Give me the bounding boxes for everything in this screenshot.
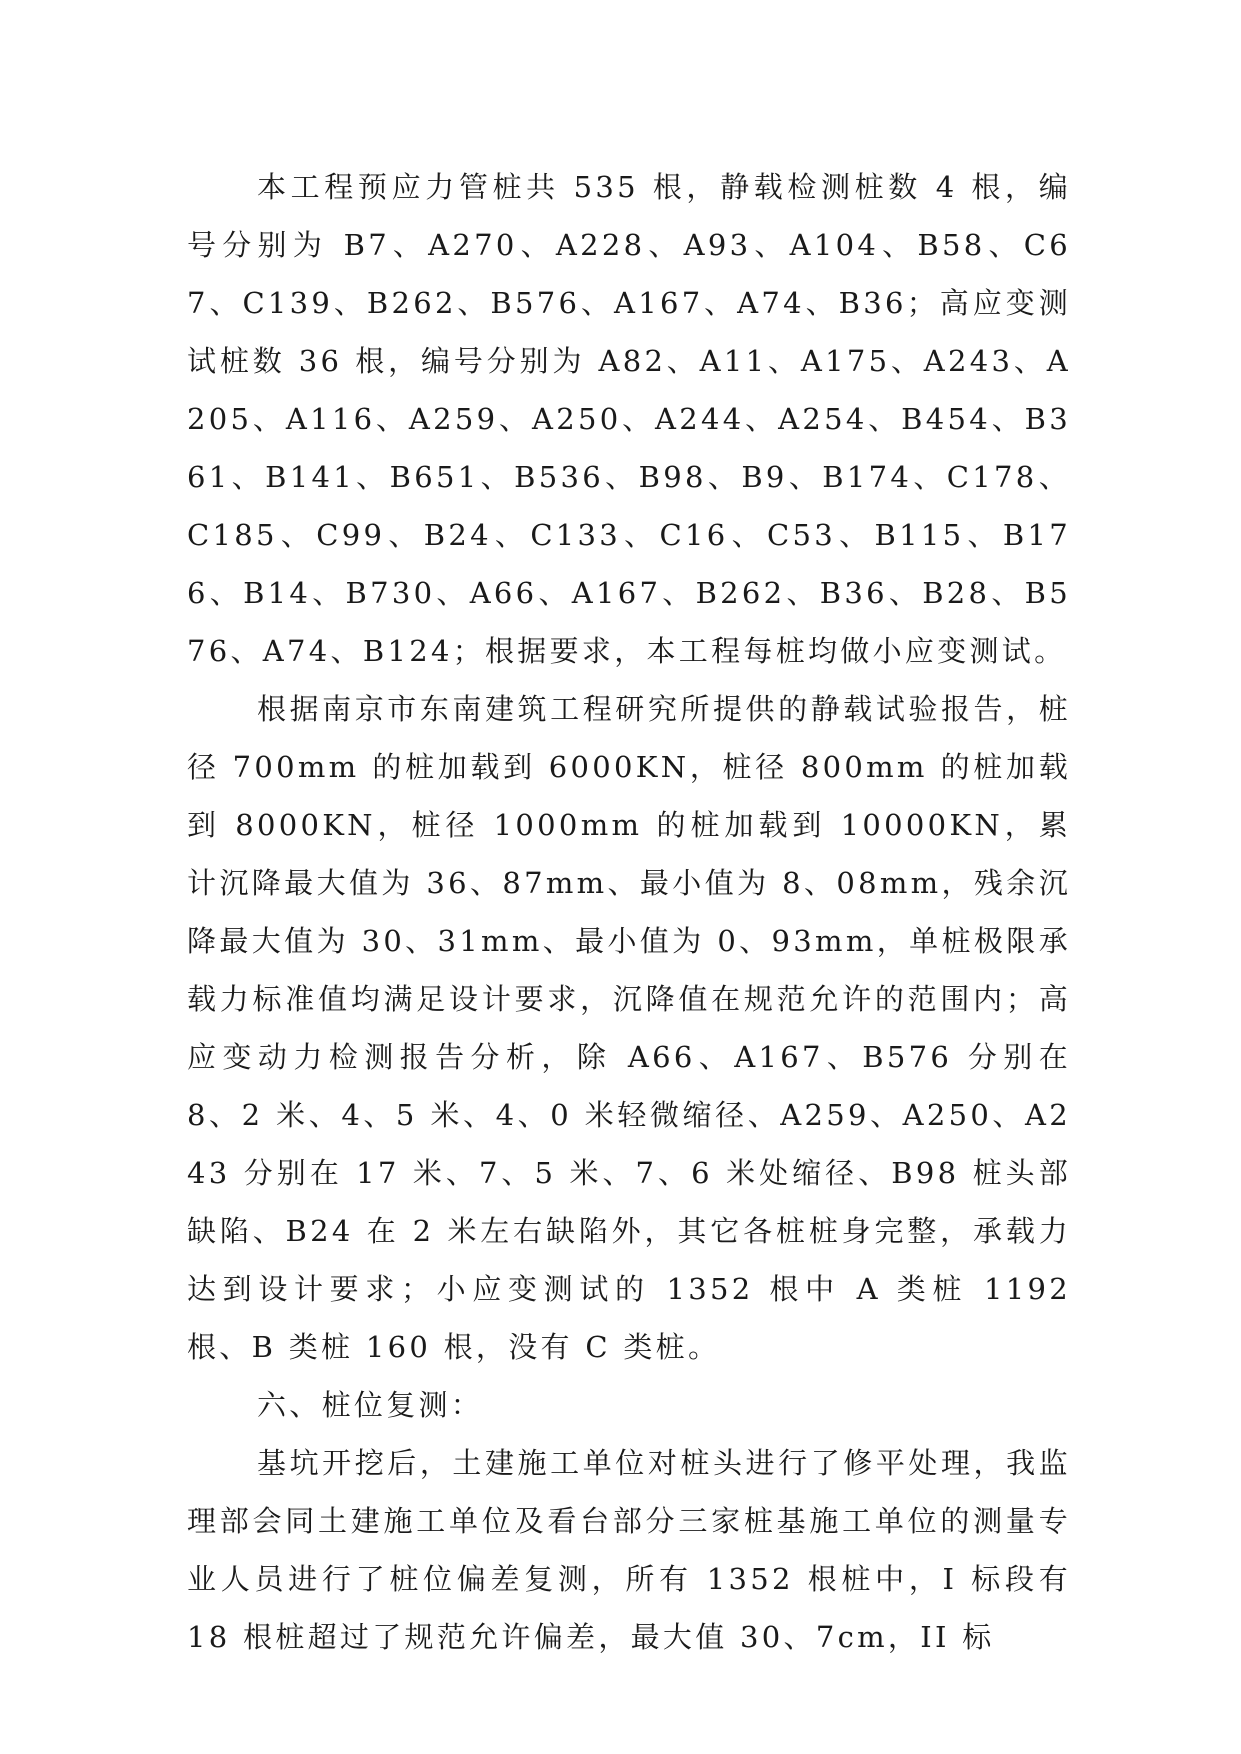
paragraph-load-test-results: 根据南京市东南建筑工程研究所提供的静载试验报告，桩径 700mm 的桩加载到 6000KN，桩径 800mm 的桩加载到 8000KN，桩径 1000mm 的桩加载到 10000KN，累计沉降最大值为 36、87mm、最小值为 8、08mm，残余沉降最大值为 30、31mm、最小值为 0、93mm，单桩极限承载力标准值均满足设计要求，沉降值在规范允许的范围内；高应变动力检测报告分析，除 A66、A167、B576 分别在 8、2 米、4、5 米、4、0 米轻微缩径、A259、A250、A243 分别在 17 米、7、5 米、7、6 米处缩径、B98 桩头部缺陷、B24 在 2 米左右缺陷外，其它各桩桩身完整，承载力达到设计要求；小应变测试的 1352 根中 A 类桩 1192 根、B 类桩 160 根，没有 C 类桩。 — [187, 692, 1071, 1364]
paragraph-pile-testing-summary: 本工程预应力管桩共 535 根，静载检测桩数 4 根，编号分别为 B7、A270、A228、A93、A104、B58、C67、C139、B262、B576、A167、A74、B36；高应变测试桩数 36 根，编号分别为 A82、A11、A175、A243、A205、A116、A259、A250、A244、A254、B454、B361、B141、B651、B536、B98、B9、B174、C178、C185、C99、B24、C133、C16、C53、B115、B176、B14、B730、A66、A167、B262、B36、B28、B576、A74、B124；根据要求，本工程每桩均做小应变测试。 — [187, 170, 1071, 668]
paragraph-pile-position-recheck: 基坑开挖后，土建施工单位对桩头进行了修平处理，我监理部会同土建施工单位及看台部分三家桩基施工单位的测量专业人员进行了桩位偏差复测，所有 1352 根桩中，I 标段有 18 根桩超过了规范允许偏差，最大值 30、7cm，II 标 — [187, 1446, 1071, 1654]
section-heading-pile-position-recheck: 六、桩位复测： — [257, 1388, 484, 1422]
document-body — [187, 158, 1071, 1666]
